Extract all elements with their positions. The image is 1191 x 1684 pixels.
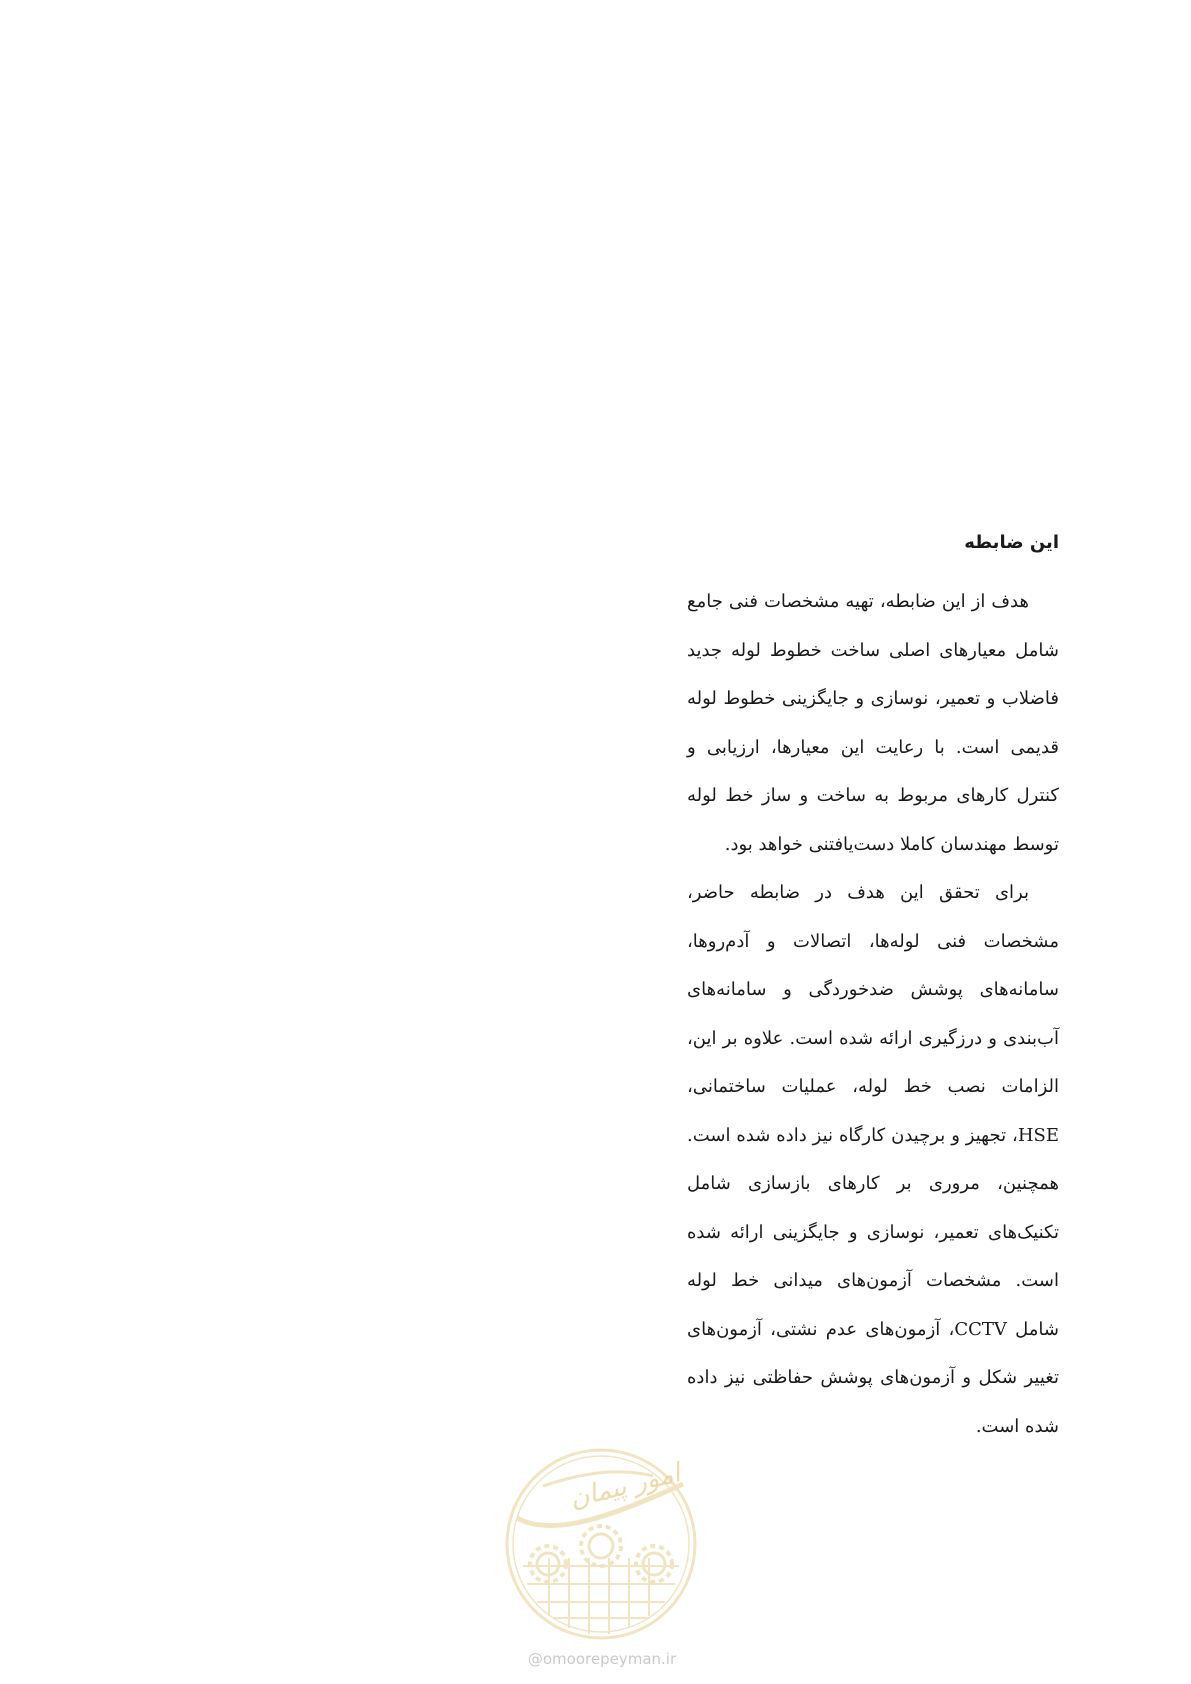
watermark-site: @omoorepeyman.ir [527, 1650, 677, 1668]
section-heading: این ضابطه [964, 532, 1059, 553]
watermark-logo [503, 1446, 699, 1642]
text-column [687, 530, 1059, 1451]
paragraph-scope: برای تحقق این هدف در ضابطه حاضر، مشخصات فنی لوله‌ها، اتصالات و آدم‌روها، سامانه‌های پوشش ضدخوردگی و سامانه‌های آب‌بندی و درزگیری ارائه شده است. علاوه بر این، الزامات نصب خط لوله، عملیات ساختمانی، HSE، تجهیز و برچیدن کارگاه نیز داده شده است. همچنین، مروری بر کارهای بازسازی شامل تکنیک‌های تعمیر، نوسازی و جایگزینی ارائه شده است. مشخصات آزمون‌های میدانی خط لوله شامل CCTV، آزمون‌های عدم نشتی، آزمون‌های تغییر شکل و آزمون‌های پوشش حفاظتی نیز داده شده است. [687, 882, 1059, 1437]
watermark-logo-text: امور پیمان [566, 1458, 684, 1515]
paragraph-objective: هدف از این ضابطه، تهیه مشخصات فنی جامع شامل معیارهای اصلی ساخت خطوط لوله جدید فاضلاب و تعمیر، نوسازی و جایگزینی خطوط لوله قدیمی است. با رعایت این معیارها، ارزیابی و کنترل کارهای مربوط به ساخت و ساز خط لوله توسط مهندسان کاملا دست‌یافتنی خواهد بود. [687, 591, 1059, 855]
